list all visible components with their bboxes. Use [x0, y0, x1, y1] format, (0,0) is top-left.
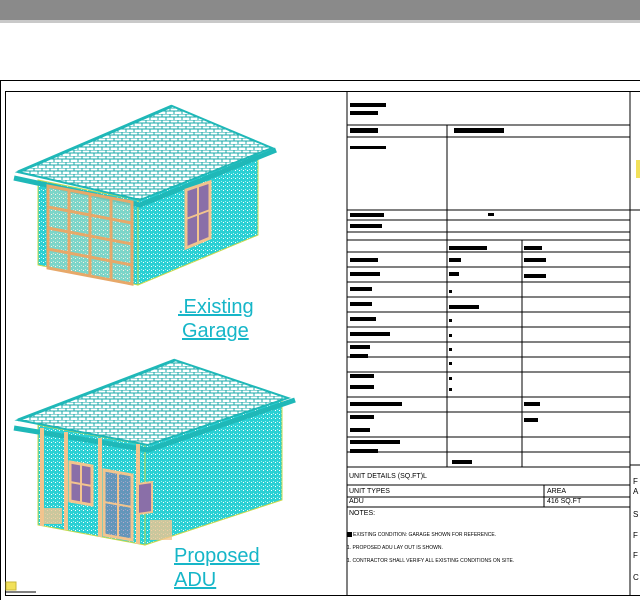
proposed-adu-label-line2[interactable]: ADU [174, 569, 217, 591]
svg-text:S: S [633, 510, 639, 519]
right-edge-mark [636, 160, 640, 178]
note-1: EXISTING CONDITION: GARAGE SHOWN FOR REFERENCE. [353, 532, 497, 538]
svg-text:F: F [633, 531, 638, 540]
unit-type-value: ADU [349, 498, 364, 505]
adu-front-window [70, 462, 92, 505]
garage-window [186, 182, 210, 248]
adu-side-window [138, 482, 152, 514]
note-3: 1. CONTRACTOR SHALL VERIFY ALL EXISTING CONDITIONS ON SITE. [347, 558, 515, 564]
title-block-grid [347, 91, 640, 596]
existing-garage-label-line1[interactable]: .Existing [178, 296, 254, 318]
area-header: AREA [547, 488, 567, 495]
garage-door [48, 186, 132, 284]
note-2: 1. PROPOSED ADU LAY OUT IS SHOWN. [347, 545, 443, 551]
notes-heading: NOTES: [349, 510, 376, 517]
proposed-adu-label-line1[interactable]: Proposed [174, 545, 260, 567]
existing-garage-label-line2[interactable]: Garage [182, 320, 249, 342]
proposed-adu-drawing [14, 360, 295, 545]
adu-french-door [104, 470, 132, 540]
svg-text:F: F [633, 551, 638, 560]
svg-text:F: F [633, 477, 638, 486]
unit-types-header: UNIT TYPES [349, 488, 390, 495]
svg-text:C: C [633, 573, 639, 582]
existing-garage-drawing [14, 106, 276, 285]
area-value: 416 SQ.FT [547, 498, 582, 505]
viewport-marker [6, 582, 16, 590]
svg-text:A: A [633, 487, 639, 496]
right-edge-fragments [633, 477, 639, 582]
unit-details-heading: UNIT DETAILS (SQ.FT)L [349, 473, 427, 480]
